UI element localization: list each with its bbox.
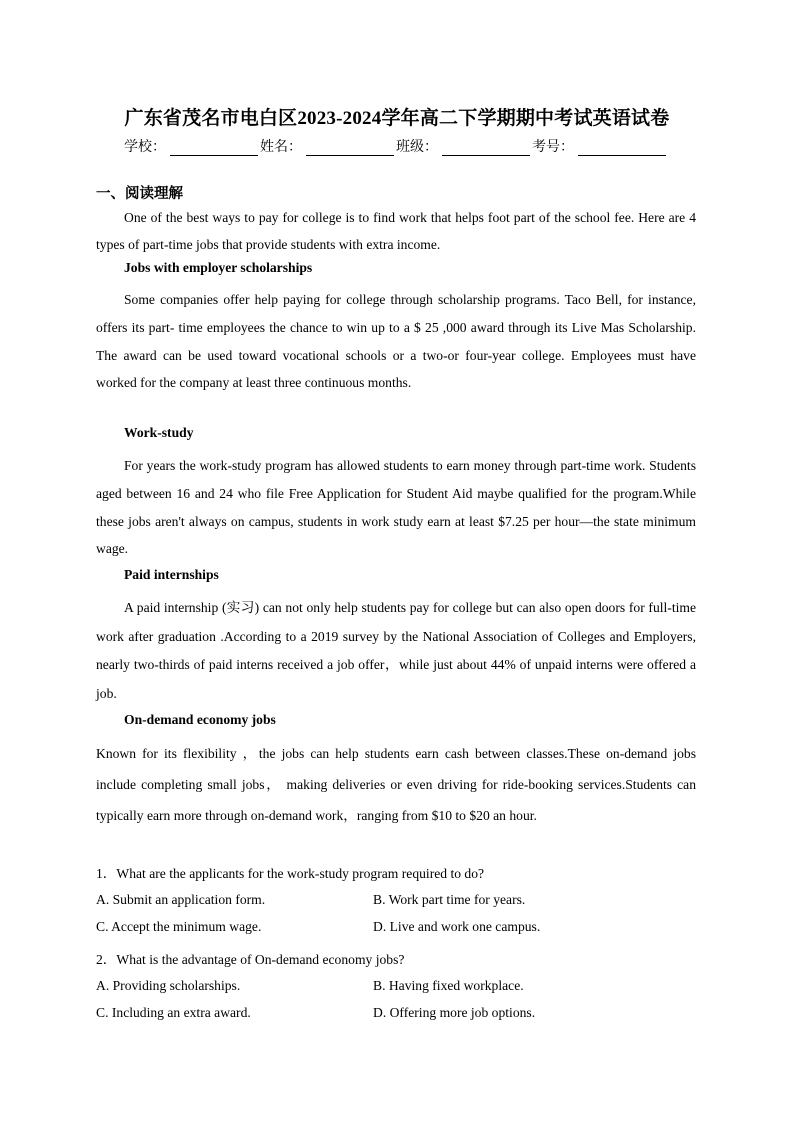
paragraph-internships [96,594,696,709]
school-blank[interactable] [170,141,258,156]
section-heading: 一、阅读理解 [96,186,183,202]
exam-title: 广东省茂名市电白区2023-2024学年高二下学期期中考试英语试卷 [124,108,670,129]
number-label: 考号： [532,140,574,155]
name-blank[interactable] [306,141,394,156]
name-label: 姓名： [260,140,302,155]
work-study-text: For years the work-study program has allowed students to earn money through part-time work. Students aged between 16 and 24 who file Free Application for Student Aid maybe qualified for the program.While these jobs aren't always on campus, students in work study earn at least $7.25 per hour—the state minimum wage. [96,458,696,557]
heading-scholarships: Jobs with employer scholarships [124,260,313,275]
q1-option-d[interactable]: D. Live and work one campus. [373,919,541,934]
q2-option-c[interactable]: C. Including an extra award. [96,1005,251,1020]
paragraph-scholarships [96,286,696,397]
q2-option-a[interactable]: A. Providing scholarships. [96,978,241,993]
q2-option-b[interactable]: B. Having fixed workplace. [373,978,524,993]
question-1-stem: 1．What are the applicants for the work-study program required to do? [96,866,485,881]
heading-on-demand: On-demand economy jobs [124,712,276,727]
school-label: 学校： [124,140,166,155]
intro-text: One of the best ways to pay for college is to find work that helps foot part of the school fee. Here are 4 types of part-time jobs that provide students with extra income. [96,210,696,252]
class-blank[interactable] [442,141,530,156]
question-2-stem: 2．What is the advantage of On-demand economy jobs? [96,952,405,967]
q1-option-c[interactable]: C. Accept the minimum wage. [96,919,262,934]
q1-option-a[interactable]: A. Submit an application form. [96,892,266,907]
internships-text: A paid internship (实习) can not only help students pay for college but can also open doors for full-time work after graduation .According to a 2019 survey by the National Association of Colleges and Employers, nearly two-thirds of paid interns received a job offer，while just about 44% of unpaid interns were offered a job. [96,600,696,702]
student-info-line [124,136,684,156]
heading-internships: Paid internships [124,567,219,582]
q1-option-b[interactable]: B. Work part time for years. [373,892,526,907]
paragraph-work-study [96,452,696,563]
scholarships-text: Some companies offer help paying for college through scholarship programs. Taco Bell, for instance, offers its part- time employees the chance to win up to a $ 25 ,000 award through its Live Mas Scholarship. The award can be used toward vocational schools or a two-or four-year college. Employees must have worked for the company at least three continuous months. [96,292,696,391]
class-label: 班级： [396,140,438,155]
paragraph-on-demand [96,738,696,831]
number-blank[interactable] [578,141,666,156]
heading-work-study: Work-study [124,425,194,440]
intro-paragraph [96,204,696,258]
on-demand-text: Known for its flexibility ，the jobs can help students earn cash between classes.These on-demand jobs include completing small jobs， making deliveries or even driving for ride-booking services.Students can typically earn more through on-demand work，ranging from $10 to $20 an hour. [96,746,696,823]
q2-option-d[interactable]: D. Offering more job options. [373,1005,536,1020]
